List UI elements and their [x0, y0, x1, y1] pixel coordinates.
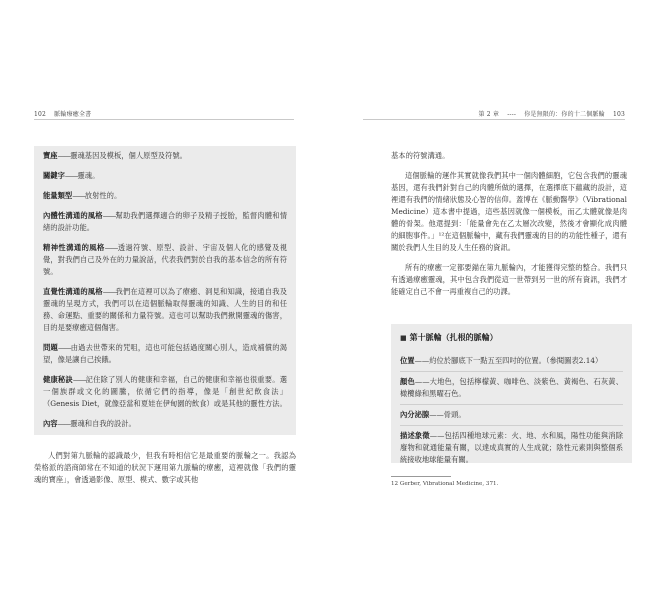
left-running-head — [34, 109, 97, 118]
chapter-separator: ---- — [507, 111, 517, 118]
tenth-chakra-entries — [400, 351, 623, 470]
right-running-head — [472, 109, 625, 118]
square-bullet-icon: ■ — [400, 334, 407, 342]
right-page-number: 103 — [612, 111, 625, 118]
tenth-chakra-title-text: 第十脈輪（扎根的脈輪） — [409, 333, 498, 342]
entry-label: 問題 — [43, 343, 58, 352]
left-page-number: 102 — [34, 111, 47, 118]
left-body-text — [34, 450, 296, 486]
info-entry — [43, 150, 287, 162]
info-entry — [400, 426, 623, 470]
chapter-title: 你是無限的：你的十二個脈輪 — [524, 111, 605, 118]
entry-dash: —— — [57, 419, 71, 428]
entry-text: 記住除了別人的健康和幸福，自己的健康和幸福也很重要。選一個族群或文化的圖騰，依循它們的指導，像是「創世紀飲食法」（Genesis Diet，就像亞當和夏娃在伊甸園的飲食）或是其他的靈性方法。 — [43, 375, 287, 408]
entry-label: 寶座 — [43, 151, 58, 160]
right-header-rule — [363, 119, 625, 120]
entry-text: 由過去世帶來的咒咀，這也可能包括過度關心別人，造成補償的渴望，像是讓自己挨餓。 — [43, 343, 288, 364]
entry-label: 關鍵字 — [43, 171, 65, 180]
entry-label: 直覺性溝通的風格 — [43, 287, 103, 296]
info-entry — [43, 418, 287, 430]
entry-dash: —— — [102, 211, 116, 220]
entry-text: 骨頭。 — [443, 410, 466, 419]
ninth-chakra-info-box — [34, 146, 296, 435]
left-body-paragraph: 人們對第九脈輪的認識最少，但我有時相信它是最重要的脈輪之一。我認為榮格派的諮商師常在不知道的狀況下運用第九脈輪的療癒，這裡就像「我們的靈魂的寶座」，會透過影像、原型、模式、數字或其他 — [34, 451, 296, 484]
info-entry — [400, 405, 623, 426]
entry-dash: —— — [64, 171, 78, 180]
entry-text: 靈魂基因及模板，個人原型及符號。 — [70, 151, 187, 160]
info-entry — [43, 210, 287, 234]
entry-dash: —— — [104, 243, 118, 252]
right-body-text — [391, 150, 627, 298]
entry-dash: —— — [429, 431, 445, 440]
right-paragraph-2: 所有的療癒一定都要錨在第九脈輪內，才能獲得完整的整合。我們只有透過療癒靈魂，其中包含我們從這一世帶到另一世的所有資訊，我們才能確定自己不會一再重複自己的功課。 — [391, 263, 627, 296]
entry-label: 顏色 — [400, 377, 415, 386]
book-title: 脈輪療癒全書 — [54, 111, 92, 118]
info-entry — [43, 342, 287, 366]
footnote-rule — [391, 476, 451, 477]
info-entry — [400, 372, 623, 405]
chapter-label: 第 2 章 — [478, 111, 500, 118]
entry-text: 大地色，包括檸檬黃、咖啡色、淡紫色、黃褐色、石灰黃、橄欖綠和黑曜石色。 — [400, 377, 624, 398]
left-page — [0, 0, 327, 609]
entry-text: 放射性的。 — [84, 191, 122, 200]
entry-label: 健康秘訣 — [43, 375, 73, 384]
entry-label: 描述象徵 — [400, 431, 430, 440]
entry-label: 內體性溝通的風格 — [43, 211, 103, 220]
entry-label: 內分泌腺 — [400, 410, 430, 419]
entry-dash: —— — [429, 410, 444, 419]
entry-label: 能量類型 — [43, 191, 73, 200]
entry-dash: —— — [57, 343, 71, 352]
entry-dash: —— — [72, 375, 86, 384]
left-header-rule — [34, 119, 294, 120]
entry-text: 靈魂。 — [77, 171, 100, 180]
right-paragraph-1: 這個脈輪的運作其實就像我們其中一個肉體細胞，它包含我們的靈魂基因，還有我們針對自己的肉體所做的選擇，在選擇底下蘊藏的設計，這裡還有我們的情緒狀態及心智的信仰。蓋博在《脈動醫學》（Vibrational Medicine）這本書中提過，這些基因就像一個模板，而乙太體就像是肉體的骨架。他還提到：「能量會先在乙太層次改變，然後才會顯化成肉體的細胞事件。」¹²在這個脈輪中，藏有我們靈魂的目的的功能性種子，還有關於我們人生目的及人生任務的資訊。 — [391, 171, 627, 252]
continuation-line: 基本的符號溝通。 — [391, 151, 450, 160]
entry-text: 約位於腳底下一點五至四吋的位置。（參閱圖表2.14） — [429, 356, 603, 365]
info-entry — [43, 286, 287, 334]
info-entry — [43, 242, 287, 278]
info-entry — [43, 190, 287, 202]
entry-text: 靈魂和自我的設計。 — [70, 419, 136, 428]
entry-text: 幫助我們選擇適合的卵子及精子授胎，監督肉體和情緒的設計功能。 — [43, 211, 287, 232]
entry-text: 包括四種地球元素：火、地、水和風，陽性功能與消除廢物和就通能量有關，以達成真實的人生成就；陰性元素則與整個系統接收地球能量有關。 — [400, 431, 624, 464]
entry-dash: —— — [102, 287, 116, 296]
info-entry — [400, 351, 623, 372]
entry-dash: —— — [57, 151, 71, 160]
entry-label: 精神性溝通的風格 — [43, 243, 105, 252]
entry-dash: —— — [414, 377, 430, 386]
entry-text: 透過符號、原型、設計、宇宙及個人化的感覺及視覺，對我們自己及外在的力量說話，代表我們對於自我的基本信念的所有符號。 — [43, 243, 288, 276]
entry-label: 內容 — [43, 419, 58, 428]
entry-dash: —— — [72, 191, 85, 200]
info-entry — [43, 170, 287, 182]
info-entry — [43, 374, 287, 410]
entry-label: 位置 — [400, 356, 415, 365]
entry-dash: —— — [414, 356, 430, 365]
footnote: 12 Gerber, Vibrational Medicine, 371. — [391, 481, 499, 487]
tenth-chakra-info-box — [391, 324, 632, 463]
right-page — [327, 0, 655, 609]
entry-text: 我們在這裡可以為了療癒、洞見和知識，接通自我及靈魂的呈現方式，我們可以在這個脈輪取得靈魂的知識、人生的目的和任務、命運點、重要的關係和力量符號。這也可以幫助我們揪開靈魂的傷害，目的是要療癒這個傷害。 — [43, 287, 287, 332]
tenth-chakra-title — [400, 332, 623, 343]
